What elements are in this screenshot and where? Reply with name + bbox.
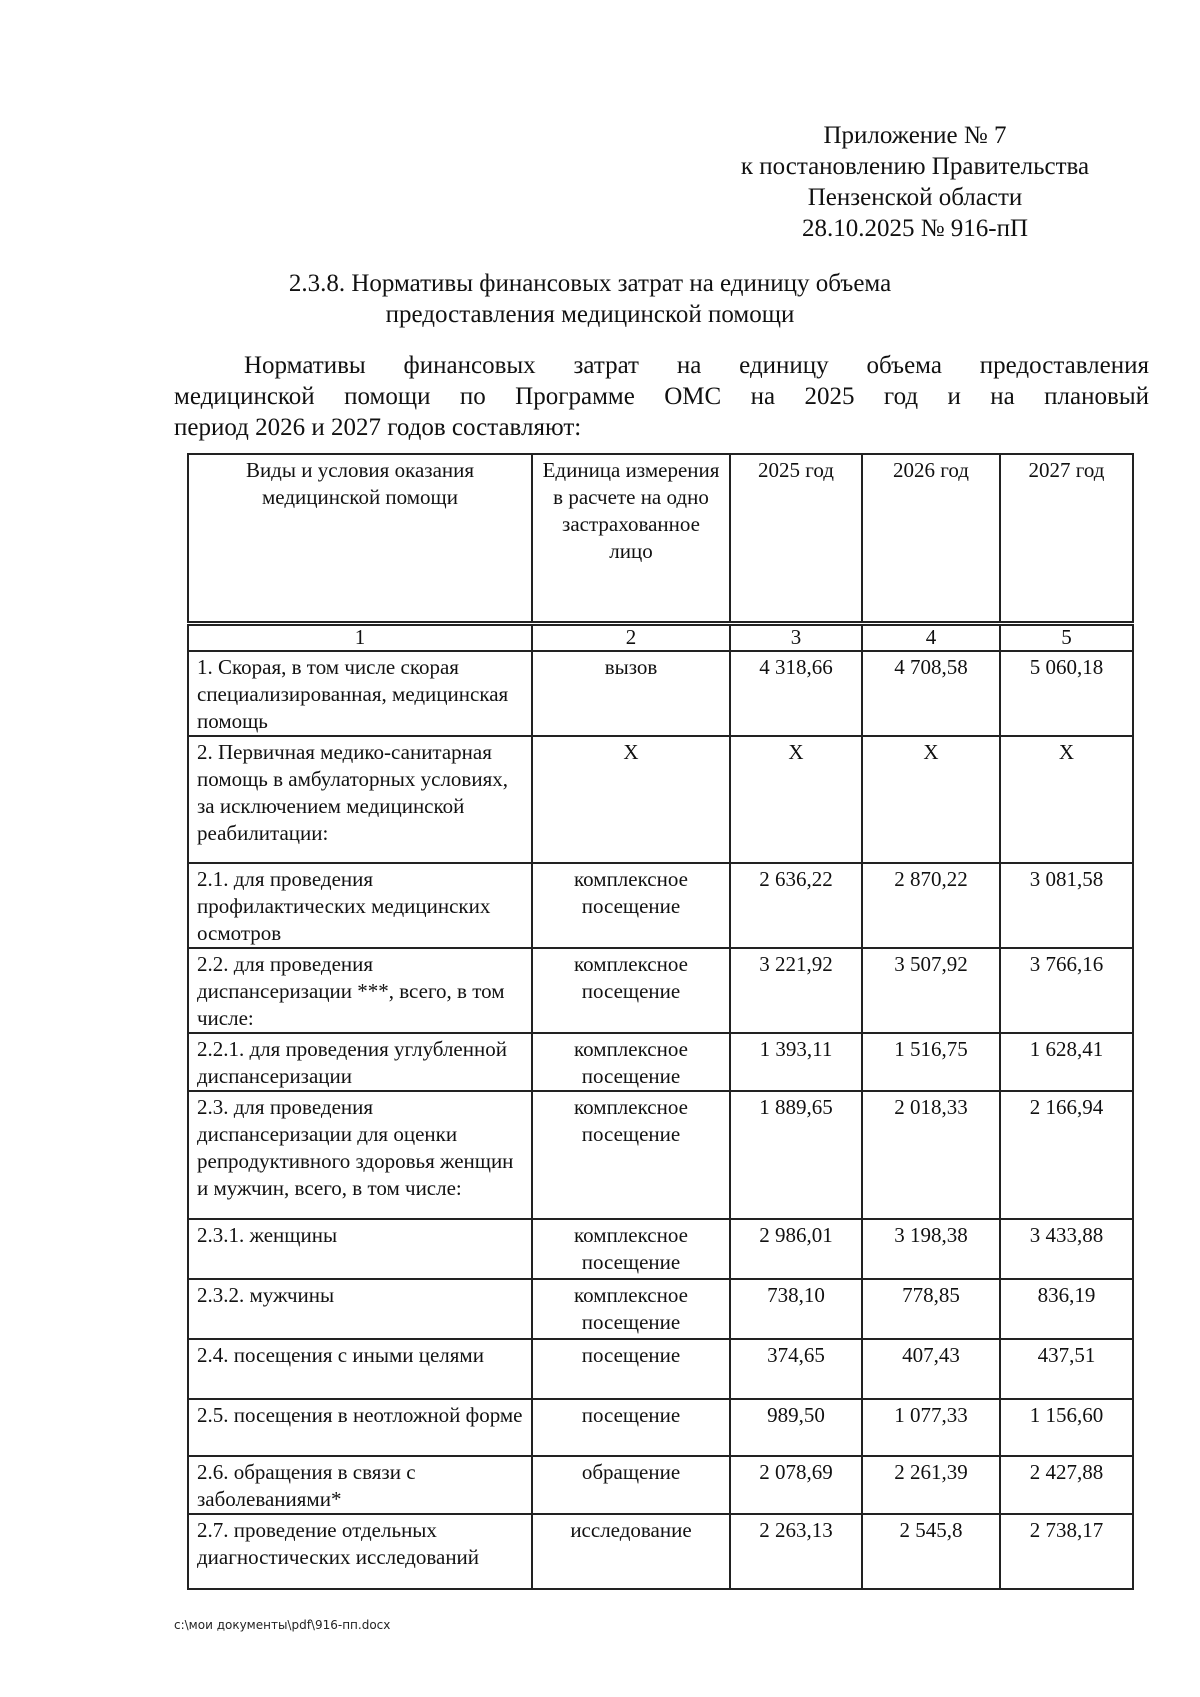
header-2025: 2025 год bbox=[730, 454, 862, 622]
appendix-resolution: к постановлению Правительства bbox=[740, 153, 1090, 180]
norms-table-body bbox=[188, 625, 1133, 1589]
row-type-cell: 2.2.1. для проведения углубленной диспансеризации bbox=[188, 1033, 532, 1091]
row-2027-cell: 3 433,88 bbox=[1000, 1219, 1133, 1279]
header-2027: 2027 год bbox=[1000, 454, 1133, 622]
table-row bbox=[188, 1514, 1133, 1589]
row-2027-cell: 2 738,17 bbox=[1000, 1514, 1133, 1589]
row-2026-cell: 2 545,8 bbox=[862, 1514, 1000, 1589]
row-unit-cell: посещение bbox=[532, 1399, 730, 1456]
row-2025-cell: 3 221,92 bbox=[730, 948, 862, 1033]
file-path-footer: c:\мои документы\pdf\916-пп.docx bbox=[174, 1618, 391, 1632]
row-2027-cell: 836,19 bbox=[1000, 1279, 1133, 1339]
row-2026-cell: 2 261,39 bbox=[862, 1456, 1000, 1514]
column-number: 5 bbox=[1000, 625, 1133, 651]
column-number: 3 bbox=[730, 625, 862, 651]
table-row bbox=[188, 1399, 1133, 1456]
row-unit-cell: комплексное посещение bbox=[532, 1091, 730, 1219]
row-2025-cell: 4 318,66 bbox=[730, 651, 862, 736]
row-2027-cell: Х bbox=[1000, 736, 1133, 863]
row-type-cell: 1. Скорая, в том числе скорая специализированная, медицинская помощь bbox=[188, 651, 532, 736]
row-2026-cell: 1 516,75 bbox=[862, 1033, 1000, 1091]
row-type-cell: 2.6. обращения в связи с заболеваниями* bbox=[188, 1456, 532, 1514]
header-unit: Единица измерения в расчете на одно застрахованное лицо bbox=[532, 454, 730, 622]
column-number-row bbox=[188, 625, 1133, 651]
row-2026-cell: 407,43 bbox=[862, 1339, 1000, 1399]
header-2026: 2026 год bbox=[862, 454, 1000, 622]
row-2026-cell: 3 507,92 bbox=[862, 948, 1000, 1033]
row-2025-cell: 2 078,69 bbox=[730, 1456, 862, 1514]
row-2026-cell: 4 708,58 bbox=[862, 651, 1000, 736]
row-2026-cell: 1 077,33 bbox=[862, 1399, 1000, 1456]
table-row bbox=[188, 1033, 1133, 1091]
table-header-row bbox=[188, 454, 1133, 622]
row-unit-cell: посещение bbox=[532, 1339, 730, 1399]
appendix-number: Приложение № 7 bbox=[823, 122, 1007, 149]
table-row bbox=[188, 1091, 1133, 1219]
row-type-cell: 2.3.1. женщины bbox=[188, 1219, 532, 1279]
row-type-cell: 2.3. для проведения диспансеризации для оценки репродуктивного здоровья женщин и мужчин, всего, в том числе: bbox=[188, 1091, 532, 1219]
row-2026-cell: 2 870,22 bbox=[862, 863, 1000, 948]
row-2025-cell: 738,10 bbox=[730, 1279, 862, 1339]
row-type-cell: 2.2. для проведения диспансеризации ***, всего, в том числе: bbox=[188, 948, 532, 1033]
section-title-line-1: 2.3.8. Нормативы финансовых затрат на единицу объема bbox=[288, 270, 892, 297]
row-2027-cell: 437,51 bbox=[1000, 1339, 1133, 1399]
row-2025-cell: 2 263,13 bbox=[730, 1514, 862, 1589]
section-title bbox=[240, 268, 940, 330]
row-type-cell: 2.1. для проведения профилактических медицинских осмотров bbox=[188, 863, 532, 948]
row-unit-cell: вызов bbox=[532, 651, 730, 736]
row-2025-cell: 1 889,65 bbox=[730, 1091, 862, 1219]
row-unit-cell: комплексное посещение bbox=[532, 948, 730, 1033]
table-row bbox=[188, 736, 1133, 863]
row-type-cell: 2.7. проведение отдельных диагностических исследований bbox=[188, 1514, 532, 1589]
row-2027-cell: 3 081,58 bbox=[1000, 863, 1133, 948]
column-number: 4 bbox=[862, 625, 1000, 651]
appendix-region: Пензенской области bbox=[807, 184, 1023, 211]
row-2027-cell: 2 427,88 bbox=[1000, 1456, 1133, 1514]
row-2026-cell: 778,85 bbox=[862, 1279, 1000, 1339]
intro-paragraph bbox=[174, 350, 1149, 443]
row-unit-cell: Х bbox=[532, 736, 730, 863]
row-2026-cell: 2 018,33 bbox=[862, 1091, 1000, 1219]
column-number: 2 bbox=[532, 625, 730, 651]
intro-line-2: медицинской помощи по Программе ОМС на 2025 год и на плановый bbox=[174, 383, 1149, 410]
table-header bbox=[187, 453, 1134, 623]
row-2027-cell: 5 060,18 bbox=[1000, 651, 1133, 736]
table-row bbox=[188, 1456, 1133, 1514]
table-row bbox=[188, 651, 1133, 736]
intro-line-3: период 2026 и 2027 годов составляют: bbox=[174, 414, 582, 441]
table-row bbox=[188, 863, 1133, 948]
row-2027-cell: 3 766,16 bbox=[1000, 948, 1133, 1033]
row-unit-cell: комплексное посещение bbox=[532, 1279, 730, 1339]
appendix-header bbox=[700, 120, 1130, 244]
row-2026-cell: 3 198,38 bbox=[862, 1219, 1000, 1279]
row-2025-cell: 2 636,22 bbox=[730, 863, 862, 948]
column-number: 1 bbox=[188, 625, 532, 651]
row-unit-cell: обращение bbox=[532, 1456, 730, 1514]
appendix-date-number: 28.10.2025 № 916-пП bbox=[801, 215, 1029, 242]
section-title-line-2: предоставления медицинской помощи bbox=[385, 301, 795, 328]
row-2025-cell: 2 986,01 bbox=[730, 1219, 862, 1279]
table-row bbox=[188, 948, 1133, 1033]
row-unit-cell: исследование bbox=[532, 1514, 730, 1589]
row-2025-cell: 374,65 bbox=[730, 1339, 862, 1399]
row-unit-cell: комплексное посещение bbox=[532, 1033, 730, 1091]
row-2027-cell: 1 156,60 bbox=[1000, 1399, 1133, 1456]
row-type-cell: 2.3.2. мужчины bbox=[188, 1279, 532, 1339]
norms-table bbox=[187, 624, 1134, 1590]
row-unit-cell: комплексное посещение bbox=[532, 863, 730, 948]
row-type-cell: 2.4. посещения с иными целями bbox=[188, 1339, 532, 1399]
row-type-cell: 2.5. посещения в неотложной форме bbox=[188, 1399, 532, 1456]
row-2025-cell: Х bbox=[730, 736, 862, 863]
table-row bbox=[188, 1279, 1133, 1339]
row-2027-cell: 1 628,41 bbox=[1000, 1033, 1133, 1091]
row-2027-cell: 2 166,94 bbox=[1000, 1091, 1133, 1219]
row-type-cell: 2. Первичная медико-санитарная помощь в амбулаторных условиях, за исключением медицинской реабилитации: bbox=[188, 736, 532, 863]
row-2026-cell: Х bbox=[862, 736, 1000, 863]
table-row bbox=[188, 1339, 1133, 1399]
row-unit-cell: комплексное посещение bbox=[532, 1219, 730, 1279]
header-type: Виды и условия оказания медицинской помощи bbox=[188, 454, 532, 622]
intro-line-1: Нормативы финансовых затрат на единицу объема предоставления bbox=[244, 352, 1149, 379]
row-2025-cell: 989,50 bbox=[730, 1399, 862, 1456]
table-row bbox=[188, 1219, 1133, 1279]
row-2025-cell: 1 393,11 bbox=[730, 1033, 862, 1091]
